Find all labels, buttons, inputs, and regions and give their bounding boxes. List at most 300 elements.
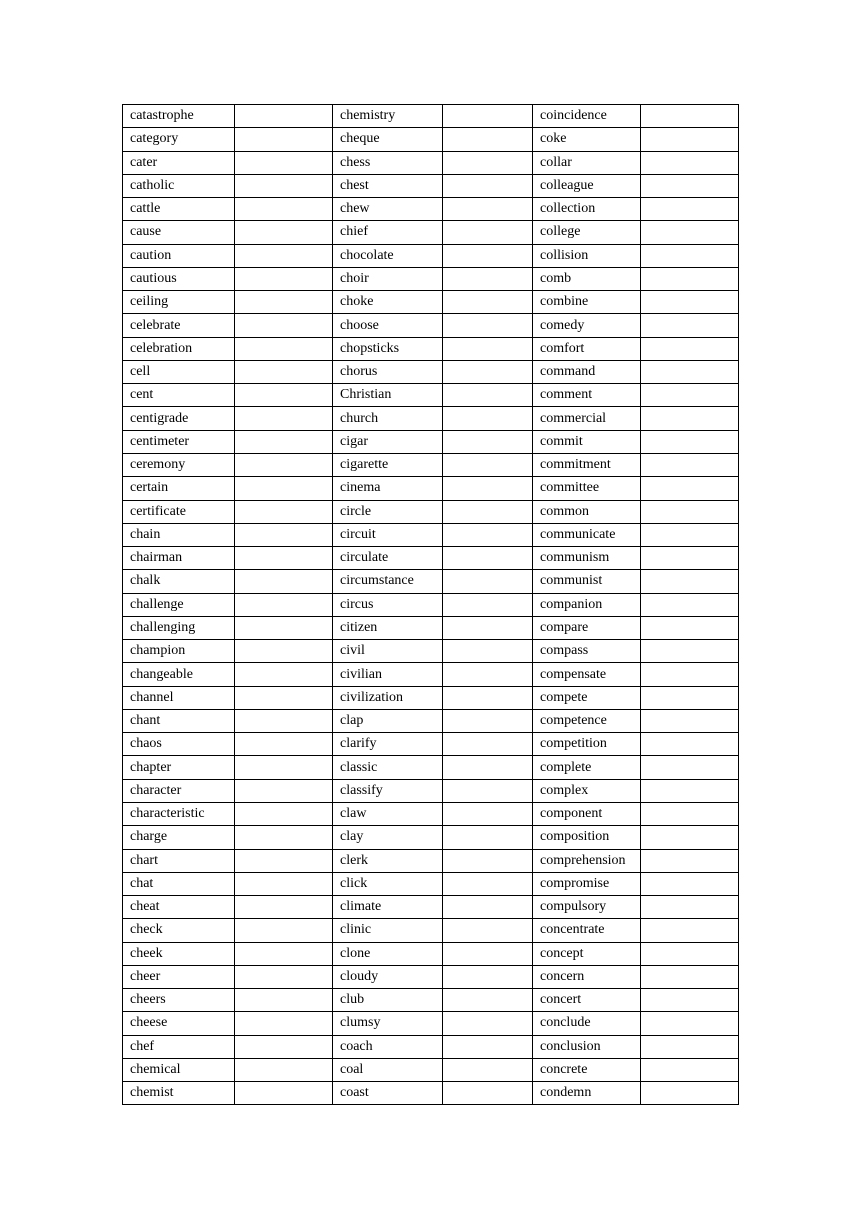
word-cell: cigar [333, 430, 443, 453]
word-cell: cell [123, 360, 235, 383]
blank-cell [443, 989, 533, 1012]
word-cell: chopsticks [333, 337, 443, 360]
table-row [123, 1012, 739, 1035]
table-row [123, 570, 739, 593]
blank-cell [443, 384, 533, 407]
blank-cell [641, 407, 739, 430]
table-row [123, 989, 739, 1012]
blank-cell [235, 1012, 333, 1035]
word-cell: chaos [123, 733, 235, 756]
word-cell: clinic [333, 919, 443, 942]
blank-cell [443, 407, 533, 430]
table-row [123, 523, 739, 546]
word-cell: chat [123, 872, 235, 895]
word-cell: complex [533, 779, 641, 802]
word-cell: clumsy [333, 1012, 443, 1035]
table-row [123, 663, 739, 686]
word-cell: characteristic [123, 802, 235, 825]
word-cell: coach [333, 1035, 443, 1058]
blank-cell [235, 663, 333, 686]
blank-cell [443, 547, 533, 570]
word-cell: channel [123, 686, 235, 709]
blank-cell [443, 267, 533, 290]
blank-cell [443, 1082, 533, 1105]
table-row [123, 826, 739, 849]
table-row [123, 198, 739, 221]
blank-cell [443, 128, 533, 151]
word-cell: circus [333, 593, 443, 616]
blank-cell [443, 593, 533, 616]
blank-cell [641, 733, 739, 756]
word-cell: cinema [333, 477, 443, 500]
word-cell: chairman [123, 547, 235, 570]
blank-cell [641, 709, 739, 732]
table-row [123, 267, 739, 290]
blank-cell [641, 174, 739, 197]
vocabulary-table-body [123, 105, 739, 1105]
word-cell: competition [533, 733, 641, 756]
blank-cell [641, 430, 739, 453]
table-row [123, 500, 739, 523]
blank-cell [641, 267, 739, 290]
table-row [123, 896, 739, 919]
word-cell: catholic [123, 174, 235, 197]
blank-cell [235, 942, 333, 965]
blank-cell [235, 105, 333, 128]
word-cell: church [333, 407, 443, 430]
blank-cell [641, 593, 739, 616]
word-cell: comedy [533, 314, 641, 337]
word-cell: compulsory [533, 896, 641, 919]
blank-cell [235, 430, 333, 453]
blank-cell [443, 663, 533, 686]
blank-cell [443, 616, 533, 639]
word-cell: coincidence [533, 105, 641, 128]
word-cell: champion [123, 640, 235, 663]
blank-cell [641, 221, 739, 244]
word-cell: chalk [123, 570, 235, 593]
blank-cell [235, 523, 333, 546]
blank-cell [235, 547, 333, 570]
word-cell: chocolate [333, 244, 443, 267]
word-cell: comprehension [533, 849, 641, 872]
blank-cell [443, 453, 533, 476]
blank-cell [641, 523, 739, 546]
blank-cell [443, 756, 533, 779]
blank-cell [443, 733, 533, 756]
blank-cell [443, 1012, 533, 1035]
word-cell: clap [333, 709, 443, 732]
blank-cell [443, 1035, 533, 1058]
blank-cell [235, 407, 333, 430]
table-row [123, 709, 739, 732]
table-row [123, 360, 739, 383]
blank-cell [641, 291, 739, 314]
blank-cell [235, 989, 333, 1012]
blank-cell [641, 547, 739, 570]
word-cell: check [123, 919, 235, 942]
word-cell: cause [123, 221, 235, 244]
blank-cell [443, 291, 533, 314]
blank-cell [235, 151, 333, 174]
blank-cell [641, 1058, 739, 1081]
word-cell: catastrophe [123, 105, 235, 128]
blank-cell [641, 779, 739, 802]
blank-cell [641, 500, 739, 523]
word-cell: clarify [333, 733, 443, 756]
word-cell: chef [123, 1035, 235, 1058]
blank-cell [235, 477, 333, 500]
table-row [123, 314, 739, 337]
word-cell: command [533, 360, 641, 383]
word-cell: claw [333, 802, 443, 825]
word-cell: circle [333, 500, 443, 523]
blank-cell [235, 198, 333, 221]
word-cell: chest [333, 174, 443, 197]
word-cell: companion [533, 593, 641, 616]
blank-cell [235, 919, 333, 942]
blank-cell [235, 314, 333, 337]
table-row [123, 174, 739, 197]
table-row [123, 779, 739, 802]
word-cell: centigrade [123, 407, 235, 430]
blank-cell [235, 709, 333, 732]
blank-cell [235, 802, 333, 825]
word-cell: chew [333, 198, 443, 221]
vocabulary-table [122, 104, 739, 1105]
blank-cell [235, 756, 333, 779]
blank-cell [443, 826, 533, 849]
blank-cell [443, 174, 533, 197]
table-row [123, 453, 739, 476]
word-cell: cheese [123, 1012, 235, 1035]
word-cell: civil [333, 640, 443, 663]
table-row [123, 221, 739, 244]
word-cell: chief [333, 221, 443, 244]
blank-cell [443, 640, 533, 663]
word-cell: chemical [123, 1058, 235, 1081]
word-cell: ceremony [123, 453, 235, 476]
word-cell: caution [123, 244, 235, 267]
word-cell: cent [123, 384, 235, 407]
word-cell: concept [533, 942, 641, 965]
blank-cell [443, 314, 533, 337]
blank-cell [641, 989, 739, 1012]
table-row [123, 756, 739, 779]
word-cell: civilization [333, 686, 443, 709]
blank-cell [235, 849, 333, 872]
word-cell: communist [533, 570, 641, 593]
word-cell: club [333, 989, 443, 1012]
blank-cell [235, 360, 333, 383]
table-row [123, 640, 739, 663]
blank-cell [235, 453, 333, 476]
word-cell: clerk [333, 849, 443, 872]
word-cell: centimeter [123, 430, 235, 453]
blank-cell [641, 477, 739, 500]
blank-cell [641, 756, 739, 779]
blank-cell [443, 430, 533, 453]
blank-cell [443, 942, 533, 965]
blank-cell [235, 965, 333, 988]
word-cell: chapter [123, 756, 235, 779]
table-row [123, 477, 739, 500]
table-row [123, 1058, 739, 1081]
table-row [123, 430, 739, 453]
word-cell: combine [533, 291, 641, 314]
word-cell: compromise [533, 872, 641, 895]
blank-cell [235, 128, 333, 151]
blank-cell [641, 616, 739, 639]
word-cell: challenging [123, 616, 235, 639]
blank-cell [641, 896, 739, 919]
blank-cell [235, 872, 333, 895]
table-row [123, 547, 739, 570]
word-cell: collision [533, 244, 641, 267]
blank-cell [443, 360, 533, 383]
word-cell: composition [533, 826, 641, 849]
blank-cell [641, 128, 739, 151]
word-cell: celebration [123, 337, 235, 360]
blank-cell [235, 1058, 333, 1081]
blank-cell [641, 1082, 739, 1105]
word-cell: collar [533, 151, 641, 174]
word-cell: climate [333, 896, 443, 919]
blank-cell [235, 733, 333, 756]
blank-cell [235, 640, 333, 663]
table-row [123, 872, 739, 895]
blank-cell [641, 663, 739, 686]
blank-cell [235, 337, 333, 360]
word-cell: circulate [333, 547, 443, 570]
word-cell: component [533, 802, 641, 825]
word-cell: chain [123, 523, 235, 546]
word-cell: colleague [533, 174, 641, 197]
blank-cell [641, 360, 739, 383]
word-cell: category [123, 128, 235, 151]
word-cell: certain [123, 477, 235, 500]
blank-cell [641, 198, 739, 221]
table-row [123, 593, 739, 616]
blank-cell [641, 151, 739, 174]
word-cell: common [533, 500, 641, 523]
word-cell: classify [333, 779, 443, 802]
blank-cell [641, 314, 739, 337]
table-row [123, 965, 739, 988]
blank-cell [641, 453, 739, 476]
blank-cell [641, 384, 739, 407]
word-cell: choke [333, 291, 443, 314]
word-cell: concern [533, 965, 641, 988]
word-cell: conclude [533, 1012, 641, 1035]
blank-cell [235, 779, 333, 802]
table-row [123, 105, 739, 128]
word-cell: communism [533, 547, 641, 570]
blank-cell [235, 221, 333, 244]
blank-cell [235, 593, 333, 616]
word-cell: concert [533, 989, 641, 1012]
word-cell: chemist [123, 1082, 235, 1105]
word-cell: challenge [123, 593, 235, 616]
blank-cell [443, 849, 533, 872]
blank-cell [443, 896, 533, 919]
word-cell: comfort [533, 337, 641, 360]
blank-cell [443, 709, 533, 732]
blank-cell [443, 221, 533, 244]
blank-cell [641, 337, 739, 360]
word-cell: compass [533, 640, 641, 663]
word-cell: clone [333, 942, 443, 965]
table-row [123, 686, 739, 709]
word-cell: clay [333, 826, 443, 849]
table-row [123, 802, 739, 825]
word-cell: cattle [123, 198, 235, 221]
table-row [123, 151, 739, 174]
word-cell: cloudy [333, 965, 443, 988]
word-cell: chant [123, 709, 235, 732]
blank-cell [235, 1035, 333, 1058]
table-row [123, 942, 739, 965]
word-cell: cheat [123, 896, 235, 919]
table-row [123, 384, 739, 407]
blank-cell [641, 872, 739, 895]
blank-cell [235, 686, 333, 709]
word-cell: citizen [333, 616, 443, 639]
blank-cell [443, 919, 533, 942]
blank-cell [443, 337, 533, 360]
word-cell: commercial [533, 407, 641, 430]
blank-cell [443, 244, 533, 267]
blank-cell [235, 244, 333, 267]
word-cell: ceiling [123, 291, 235, 314]
word-cell: coke [533, 128, 641, 151]
word-cell: chart [123, 849, 235, 872]
blank-cell [235, 500, 333, 523]
word-cell: complete [533, 756, 641, 779]
table-row [123, 407, 739, 430]
word-cell: commitment [533, 453, 641, 476]
blank-cell [443, 570, 533, 593]
blank-cell [443, 105, 533, 128]
blank-cell [443, 523, 533, 546]
word-cell: comb [533, 267, 641, 290]
word-cell: cheer [123, 965, 235, 988]
word-cell: circumstance [333, 570, 443, 593]
table-row [123, 1035, 739, 1058]
blank-cell [641, 1012, 739, 1035]
word-cell: celebrate [123, 314, 235, 337]
word-cell: compare [533, 616, 641, 639]
word-cell: civilian [333, 663, 443, 686]
word-cell: comment [533, 384, 641, 407]
word-cell: charge [123, 826, 235, 849]
word-cell: changeable [123, 663, 235, 686]
blank-cell [235, 826, 333, 849]
blank-cell [443, 779, 533, 802]
blank-cell [641, 686, 739, 709]
blank-cell [641, 640, 739, 663]
word-cell: concrete [533, 1058, 641, 1081]
word-cell: communicate [533, 523, 641, 546]
blank-cell [235, 1082, 333, 1105]
blank-cell [443, 151, 533, 174]
blank-cell [641, 919, 739, 942]
word-cell: condemn [533, 1082, 641, 1105]
blank-cell [641, 244, 739, 267]
word-cell: college [533, 221, 641, 244]
blank-cell [235, 616, 333, 639]
word-cell: circuit [333, 523, 443, 546]
blank-cell [443, 686, 533, 709]
word-cell: conclusion [533, 1035, 641, 1058]
blank-cell [443, 1058, 533, 1081]
table-row [123, 1082, 739, 1105]
blank-cell [235, 174, 333, 197]
word-cell: Christian [333, 384, 443, 407]
table-row [123, 291, 739, 314]
word-cell: chemistry [333, 105, 443, 128]
word-cell: committee [533, 477, 641, 500]
blank-cell [235, 570, 333, 593]
blank-cell [443, 500, 533, 523]
word-cell: cheers [123, 989, 235, 1012]
blank-cell [235, 384, 333, 407]
blank-cell [641, 570, 739, 593]
word-cell: cautious [123, 267, 235, 290]
table-row [123, 616, 739, 639]
table-row [123, 849, 739, 872]
blank-cell [641, 802, 739, 825]
blank-cell [443, 198, 533, 221]
word-cell: classic [333, 756, 443, 779]
word-cell: cheek [123, 942, 235, 965]
blank-cell [443, 802, 533, 825]
table-row [123, 128, 739, 151]
blank-cell [235, 896, 333, 919]
blank-cell [641, 105, 739, 128]
word-cell: chess [333, 151, 443, 174]
word-cell: cheque [333, 128, 443, 151]
word-cell: compensate [533, 663, 641, 686]
word-cell: coast [333, 1082, 443, 1105]
blank-cell [641, 942, 739, 965]
blank-cell [235, 267, 333, 290]
word-cell: click [333, 872, 443, 895]
word-cell: competence [533, 709, 641, 732]
word-cell: compete [533, 686, 641, 709]
blank-cell [443, 477, 533, 500]
blank-cell [641, 965, 739, 988]
word-cell: cater [123, 151, 235, 174]
blank-cell [443, 965, 533, 988]
blank-cell [641, 826, 739, 849]
word-cell: cigarette [333, 453, 443, 476]
word-cell: collection [533, 198, 641, 221]
word-cell: choir [333, 267, 443, 290]
blank-cell [641, 849, 739, 872]
table-row [123, 919, 739, 942]
word-cell: commit [533, 430, 641, 453]
word-cell: chorus [333, 360, 443, 383]
word-cell: concentrate [533, 919, 641, 942]
blank-cell [443, 872, 533, 895]
word-cell: coal [333, 1058, 443, 1081]
table-row [123, 337, 739, 360]
blank-cell [235, 291, 333, 314]
word-cell: certificate [123, 500, 235, 523]
table-row [123, 244, 739, 267]
blank-cell [641, 1035, 739, 1058]
